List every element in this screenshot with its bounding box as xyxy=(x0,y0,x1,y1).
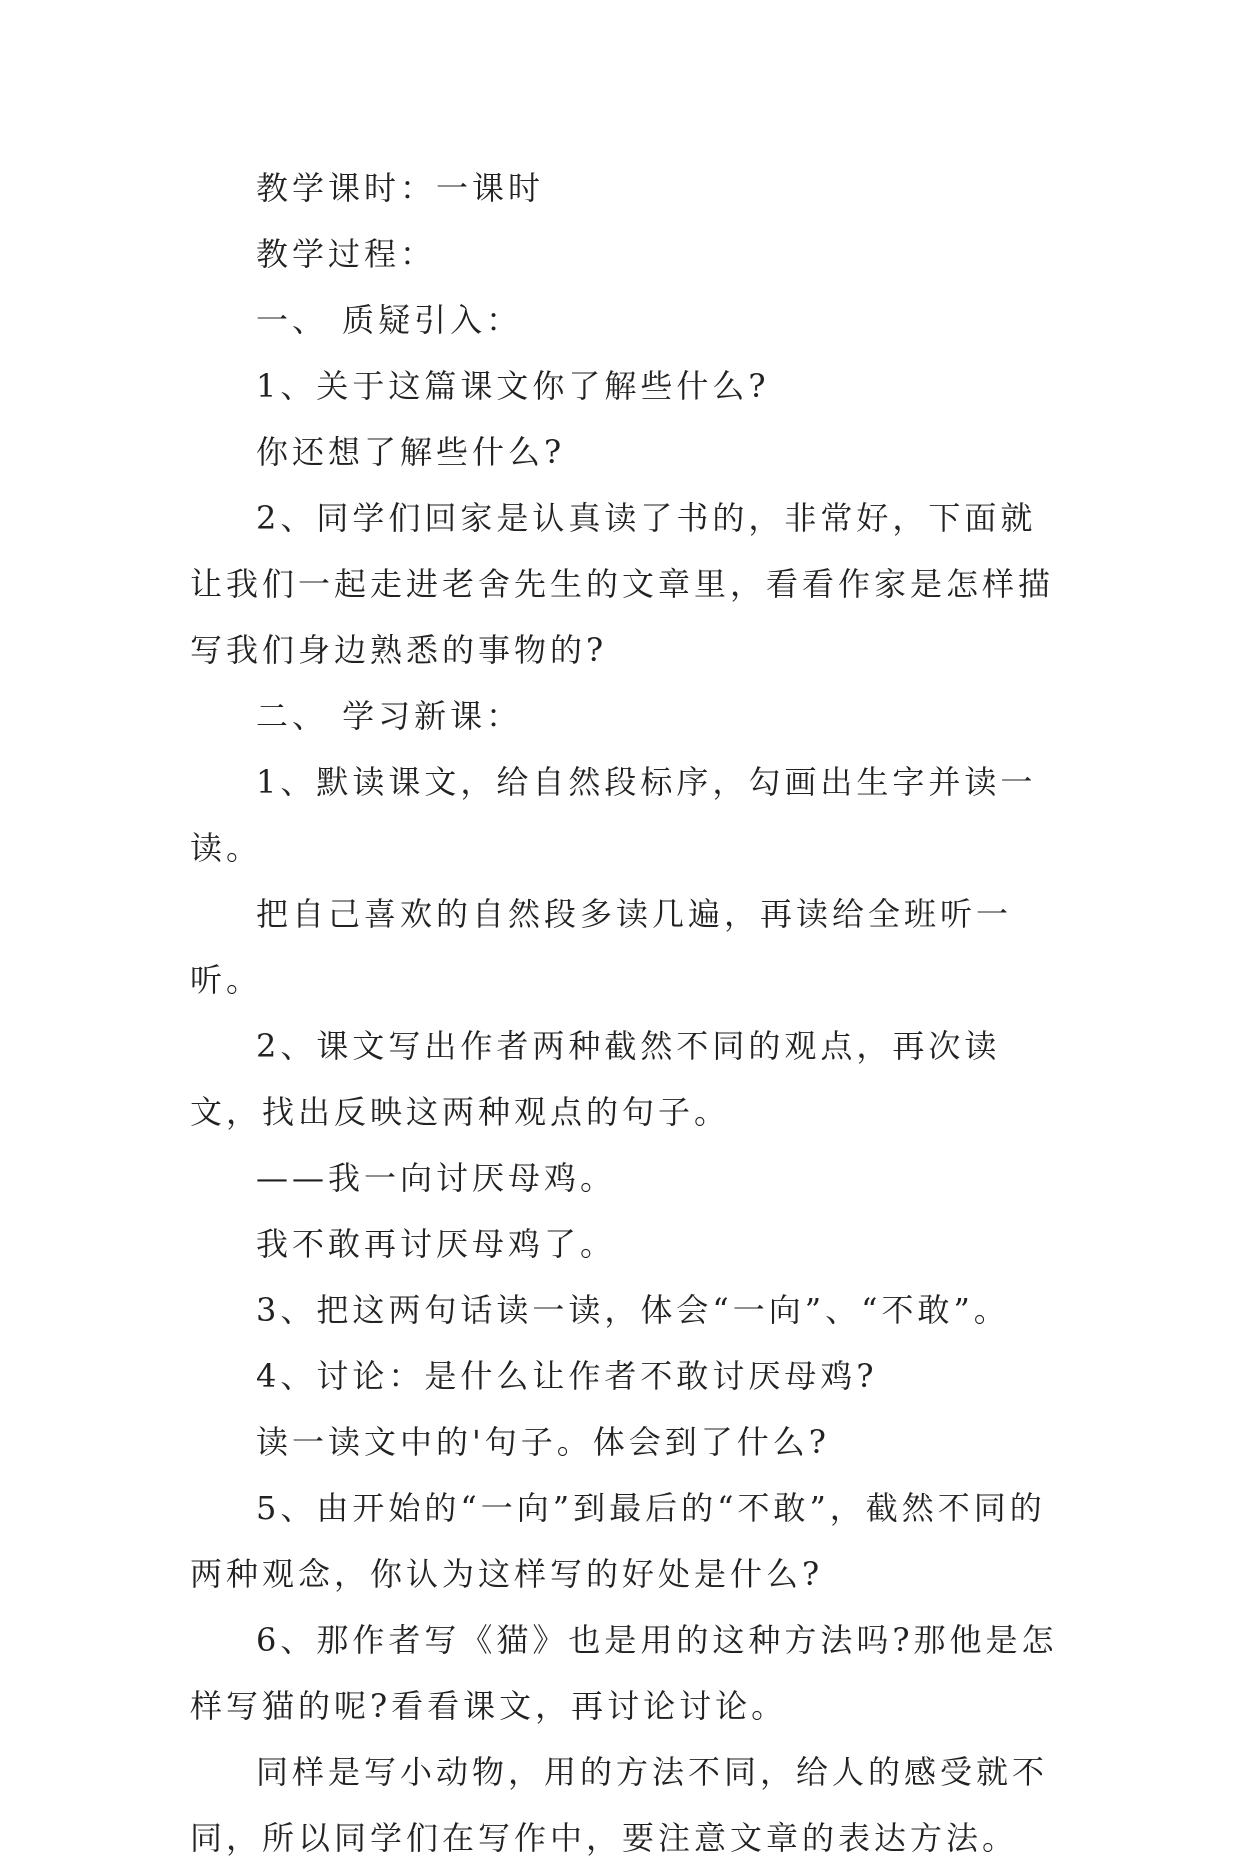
quote-line: ——我一向讨厌母鸡。 xyxy=(256,1159,617,1197)
paragraph: 1、关于这篇课文你了解些什么? xyxy=(256,367,770,405)
document-body xyxy=(190,155,1060,1871)
section-heading-new-lesson: 二、 学习新课： xyxy=(256,697,523,735)
paragraph: 2、同学们回家是认真读了书的，非常好，下面就让我们一起走进老舍先生的文章里，看看作家是怎样描写我们身边熟悉的事物的? xyxy=(190,499,1055,669)
section-heading-introduction: 一、 质疑引入： xyxy=(256,301,523,339)
quote-line: 我不敢再讨厌母鸡了。 xyxy=(256,1225,617,1263)
teaching-process-heading: 教学过程： xyxy=(256,235,437,273)
paragraph: 3、把这两句话读一读，体会“一向”、“不敢”。 xyxy=(256,1291,1010,1329)
paragraph: 同样是写小动物，用的方法不同，给人的感受就不同，所以同学们在写作中，要注意文章的表达方法。 xyxy=(190,1753,1049,1857)
paragraph: 4、讨论：是什么让作者不敢讨厌母鸡? xyxy=(256,1357,878,1395)
paragraph: 读一读文中的'句子。体会到了什么? xyxy=(256,1423,830,1461)
paragraph: 6、那作者写《猫》也是用的这种方法吗?那他是怎样写猫的呢?看看课文，再讨论讨论。 xyxy=(190,1621,1058,1725)
paragraph: 2、课文写出作者两种截然不同的观点，再次读文，找出反映这两种观点的句子。 xyxy=(190,1027,1001,1131)
paragraph: 5、由开始的“一向”到最后的“不敢”，截然不同的两种观念，你认为这样写的好处是什么? xyxy=(190,1489,1046,1593)
paragraph: 你还想了解些什么? xyxy=(256,433,566,471)
lesson-duration: 教学课时：一课时 xyxy=(256,169,545,207)
paragraph: 把自己喜欢的自然段多读几遍，再读给全班听一听。 xyxy=(190,895,1013,999)
paragraph: 1、默读课文，给自然段标序，勾画出生字并读一读。 xyxy=(190,763,1037,867)
